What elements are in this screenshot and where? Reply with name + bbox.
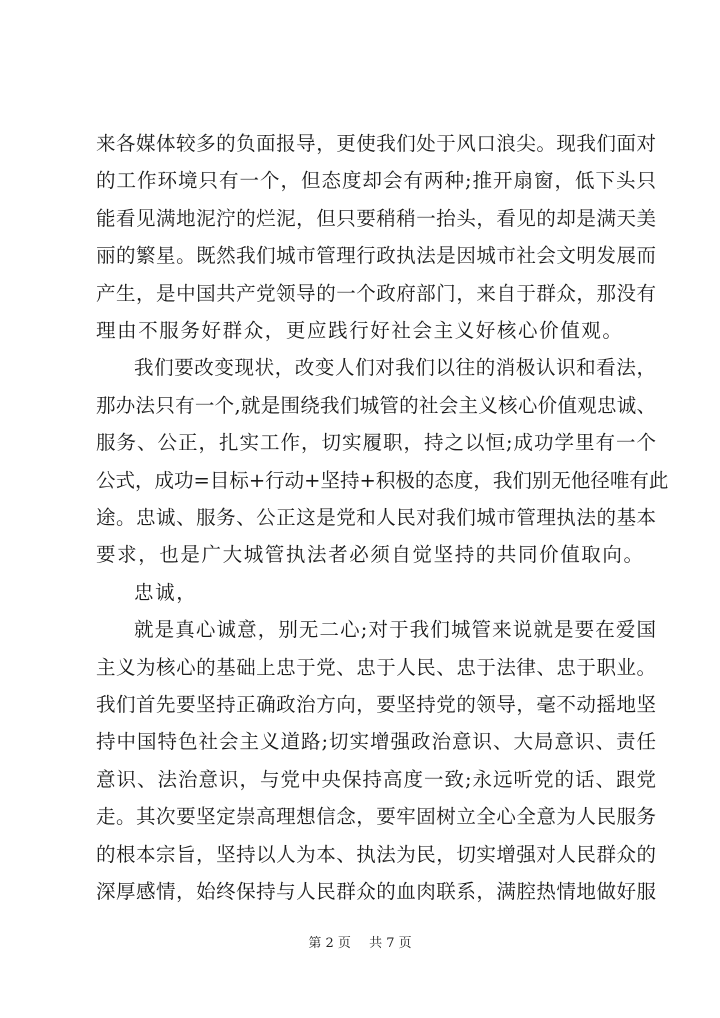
page-total: 共 7 页 <box>369 936 412 951</box>
page-number: 第 2 页 <box>308 936 351 951</box>
paragraph-line-last: 深厚感情，始终保持与人民群众的血肉联系，满腔热情地做好服 <box>96 880 656 903</box>
paragraph-line: 主义为核心的基础上忠于党、忠于人民、忠于法律、忠于职业。 <box>96 655 656 679</box>
paragraph-line: 我们要改变现状，改变人们对我们以往的消极认识和看法， <box>134 356 656 380</box>
paragraph-line: 的根本宗旨，坚持以人为本、执法为民，切实增强对人民群众的 <box>96 842 656 866</box>
paragraph-line: 能看见满地泥泞的烂泥，但只要稍稍一抬头，看见的却是满天美 <box>96 206 656 230</box>
paragraph-line: 途。忠诚、服务、公正这是党和人民对我们城市管理执法的基本 <box>96 506 656 529</box>
paragraph-line: 理由不服务好群众，更应践行好社会主义好核心价值观。 <box>96 319 624 342</box>
paragraph-line: 丽的繁星。既然我们城市管理行政执法是因城市社会文明发展而 <box>96 244 656 268</box>
page-footer <box>0 936 720 952</box>
paragraph-line: 来各媒体较多的负面报导，更使我们处于风口浪尖。现我们面对 <box>96 132 656 155</box>
section-heading: 忠诚， <box>134 580 198 604</box>
paragraph-line: 我们首先要坚持正确政治方向，要坚持党的领导，毫不动摇地坚 <box>96 693 656 716</box>
paragraph-line: 公式，成功=目标+行动+坚持+积极的态度，我们别无他径唯有此 <box>96 468 669 492</box>
paragraph-line: 服务、公正，扎实工作，切实履职，持之以恒;成功学里有一个 <box>96 431 656 455</box>
paragraph-line: 走。其次要坚定崇高理想信念，要牢固树立全心全意为人民服务 <box>96 805 656 829</box>
paragraph-line: 的工作环境只有一个，但态度却会有两种;推开扇窗，低下头只 <box>96 169 656 193</box>
paragraph-line: 持中国特色社会主义道路;切实增强政治意识、大局意识、责任 <box>96 730 656 754</box>
paragraph-line: 那办法只有一个,就是围绕我们城管的社会主义核心价值观忠诚、 <box>96 393 656 417</box>
paragraph-line: 产生，是中国共产党领导的一个政府部门，来自于群众，那没有 <box>96 281 656 305</box>
paragraph-line: 要求，也是广大城管执法者必须自觉坚持的共同价值取向。 <box>96 543 645 567</box>
paragraph-line: 意识、法治意识，与党中央保持高度一致;永远听党的话、跟党 <box>96 767 656 791</box>
paragraph-line: 就是真心诚意，别无二心;对于我们城管来说就是要在爱国 <box>134 618 656 642</box>
